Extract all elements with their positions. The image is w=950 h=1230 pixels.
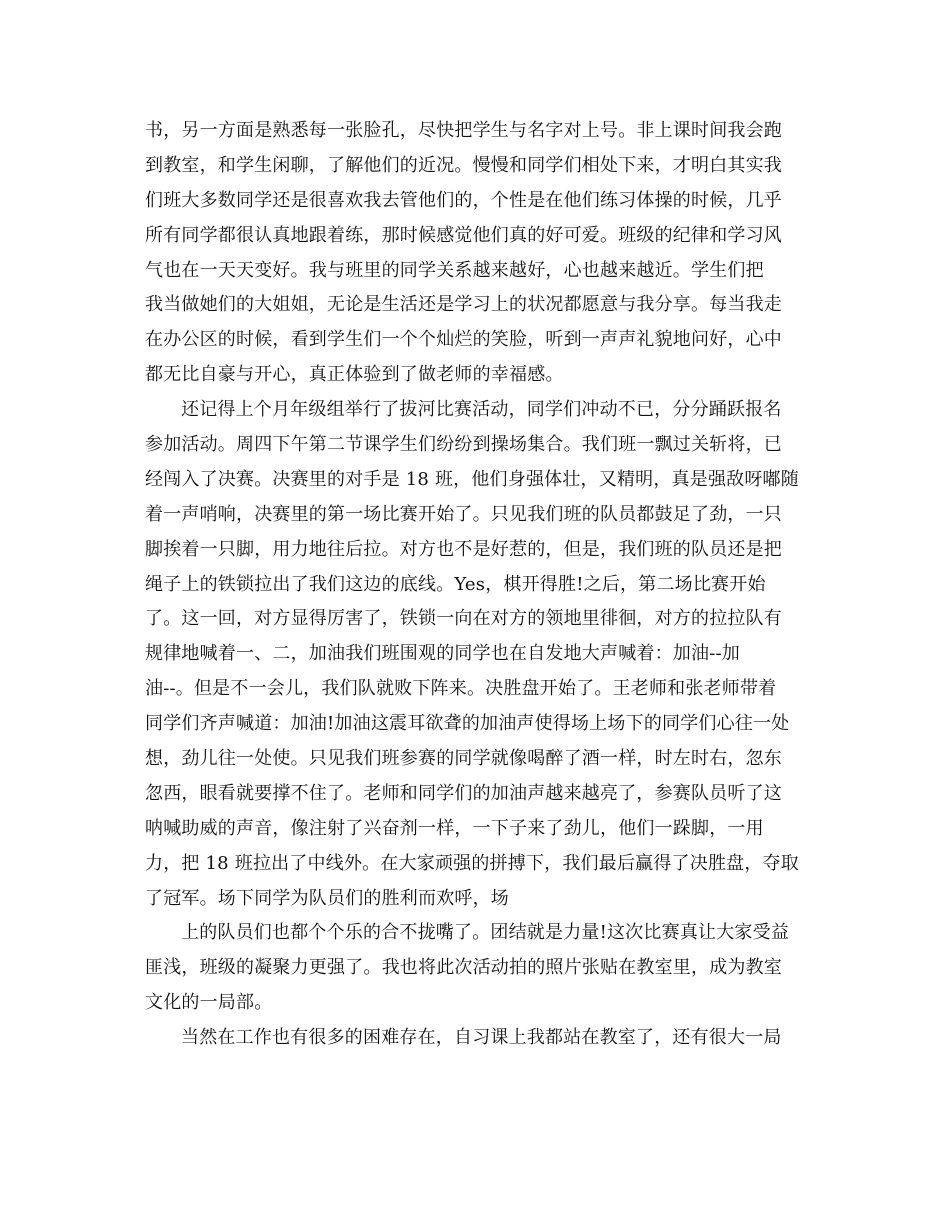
text-line: 参加活动。周四下午第二节课学生们纷纷到操场集合。我们班一飘过关斩将，已: [145, 434, 782, 456]
text-line: 同学们齐声喊道：加油!加油这震耳欲聋的加油声使得场上场下的同学们心往一处: [145, 713, 790, 735]
text-line: 油--。但是不一会儿，我们队就败下阵来。决胜盘开始了。王老师和张老师带着: [145, 678, 777, 700]
text-line: 了冠军。场下同学为队员们的胜利而欢呼，场: [145, 887, 509, 909]
text-line: 书，另一方面是熟悉每一张脸孔，尽快把学生与名字对上号。非上课时间我会跑: [145, 120, 782, 141]
text-line: 我当做她们的大姐姐，无论是生活还是学习上的状况都愿意与我分享。每当我走: [145, 294, 782, 316]
text-line: 着一声哨响，决赛里的第一场比赛开始了。只见我们班的队员都鼓足了劲，一只: [145, 503, 782, 525]
text-line: 所有同学都很认真地跟着练，那时候感觉他们真的好可爱。班级的纪律和学习风: [145, 224, 782, 246]
paragraph-start-line: 当然在工作也有很多的困难存在，自习课上我都站在教室了，还有很大一局: [181, 1027, 782, 1049]
text-line: 气也在一天天变好。我与班里的同学关系越来越好，心也越来越近。学生们把: [145, 259, 764, 281]
text-line: 忽西，眼看就要撑不住了。老师和同学们的加油声越来越亮了，参赛队员听了这: [145, 782, 782, 804]
paragraph-start-line: 上的队员们也都个个乐的合不拢嘴了。团结就是力量!这次比赛真让大家受益: [181, 922, 790, 944]
text-line: 们班大多数同学还是很喜欢我去管他们的，个性是在他们练习体操的时候，几乎: [145, 189, 782, 211]
text-line: 文化的一局部。: [145, 992, 273, 1014]
text-line: 都无比自豪与开心，真正体验到了做老师的幸福感。: [145, 364, 564, 386]
text-line: 经闯入了决赛。决赛里的对手是 18 班，他们身强体壮，又精明，真是强敌呀嘟随: [145, 468, 799, 490]
text-line: 了。这一回，对方显得厉害了，铁锁一向在对方的领地里徘徊，对方的拉拉队有: [145, 608, 782, 630]
text-line: 到教室，和学生闲聊，了解他们的近况。慢慢和同学们相处下来，才明白其实我: [145, 154, 782, 176]
text-line: 绳子上的铁锁拉出了我们这边的底线。Yes，棋开得胜!之后，第二场比赛开始: [145, 573, 766, 595]
paragraph-start-line: 还记得上个月年级组举行了拔河比赛活动，同学们冲动不已，分分踊跃报名: [181, 399, 782, 421]
text-line: 脚挨着一只脚，用力地往后拉。对方也不是好惹的，但是，我们班的队员还是把: [145, 538, 782, 560]
text-line: 力，把 18 班拉出了中线外。在大家顽强的拼搏下，我们最后赢得了决胜盘，夺取: [145, 852, 799, 874]
text-line: 匪浅，班级的凝聚力更强了。我也将此次活动拍的照片张贴在教室里，成为教室: [145, 957, 782, 979]
body-text: [145, 114, 815, 1056]
text-line: 想，劲儿往一处使。只见我们班参赛的同学就像喝醉了酒一样，时左时右，忽东: [145, 748, 782, 770]
text-line: 呐喊助威的声音，像注射了兴奋剂一样，一下子来了劲儿，他们一跺脚，一用: [145, 817, 764, 839]
text-line: 规律地喊着一、二，加油我们班围观的同学也在自发地大声喊着：加油--加: [145, 643, 740, 665]
text-line: 在办公区的时候，看到学生们一个个灿烂的笑脸，听到一声声礼貌地问好，心中: [145, 329, 782, 351]
